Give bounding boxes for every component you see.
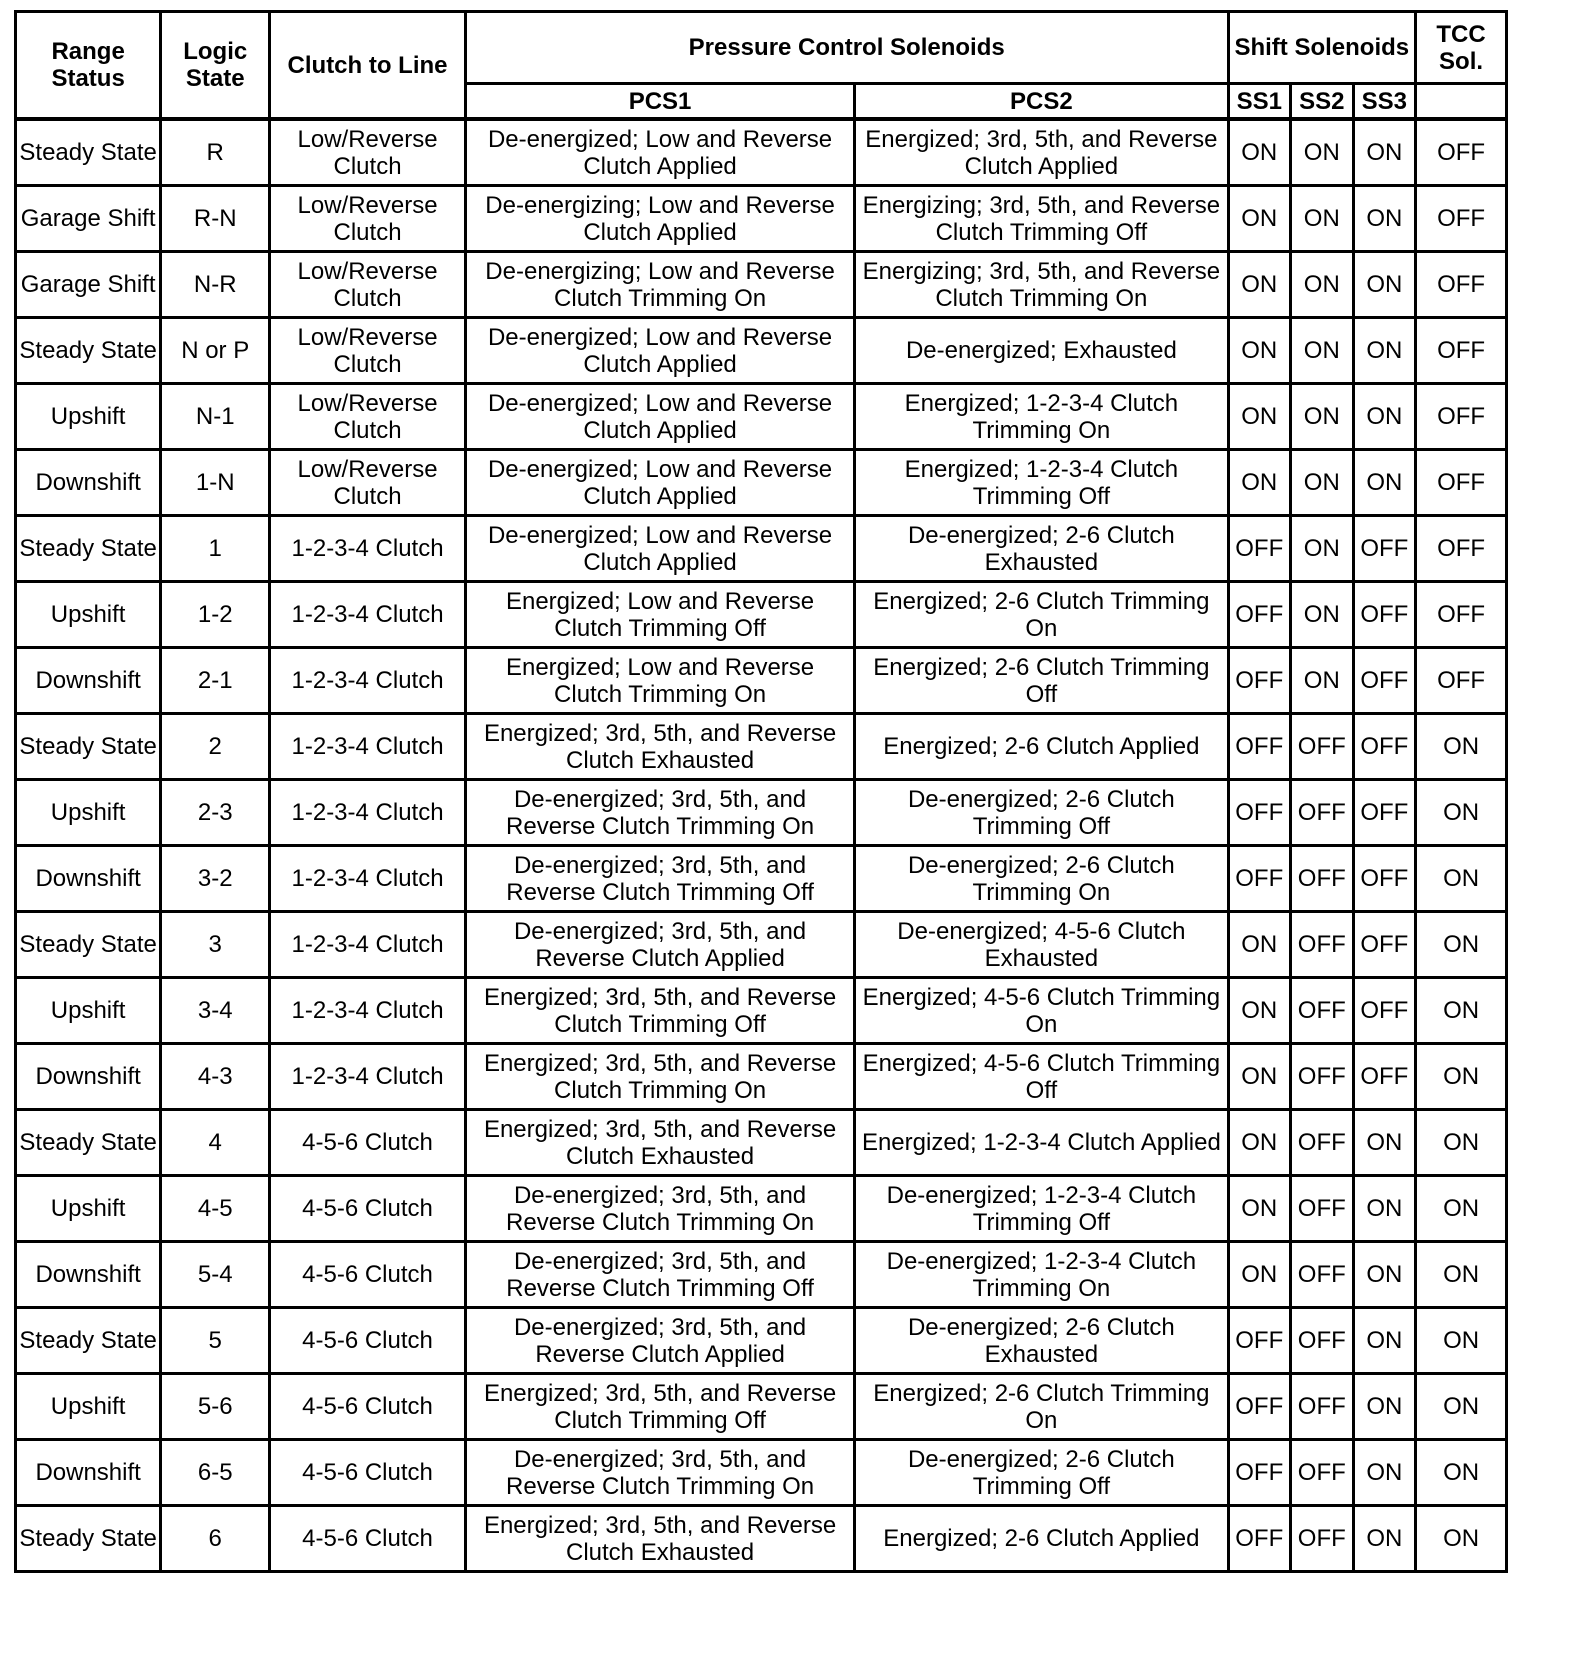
cell-pcs1: De-energized; 3rd, 5th, and Reverse Clutch Trimming On — [465, 1176, 854, 1242]
cell-pcs2: Energized; 4-5-6 Clutch Trimming Off — [855, 1044, 1228, 1110]
table-row — [16, 582, 1507, 648]
cell-ss1: ON — [1228, 1110, 1291, 1176]
cell-logic-state: N-1 — [161, 384, 270, 450]
cell-ss2: ON — [1291, 582, 1354, 648]
cell-clutch-to-line: Low/Reverse Clutch — [270, 384, 466, 450]
cell-ss3: OFF — [1353, 780, 1416, 846]
cell-ss3: ON — [1353, 1308, 1416, 1374]
cell-clutch-to-line: Low/Reverse Clutch — [270, 450, 466, 516]
cell-ss2: OFF — [1291, 1176, 1354, 1242]
cell-logic-state: 1-N — [161, 450, 270, 516]
cell-tcc-sol: OFF — [1416, 252, 1507, 318]
table-row — [16, 1242, 1507, 1308]
cell-pcs2: Energized; 2-6 Clutch Trimming Off — [855, 648, 1228, 714]
cell-pcs2: Energized; 2-6 Clutch Applied — [855, 1506, 1228, 1572]
cell-ss3: ON — [1353, 1506, 1416, 1572]
cell-clutch-to-line: 4-5-6 Clutch — [270, 1242, 466, 1308]
cell-ss3: OFF — [1353, 912, 1416, 978]
cell-ss1: ON — [1228, 450, 1291, 516]
cell-pcs1: Energized; 3rd, 5th, and Reverse Clutch Exhausted — [465, 1506, 854, 1572]
cell-tcc-sol: OFF — [1416, 450, 1507, 516]
cell-range-status: Steady State — [16, 912, 161, 978]
cell-ss1: ON — [1228, 912, 1291, 978]
cell-pcs2: Energized; 3rd, 5th, and Reverse Clutch Applied — [855, 119, 1228, 186]
cell-ss3: ON — [1353, 450, 1416, 516]
cell-tcc-sol: ON — [1416, 1506, 1507, 1572]
table-row — [16, 450, 1507, 516]
cell-ss1: OFF — [1228, 516, 1291, 582]
cell-ss3: OFF — [1353, 648, 1416, 714]
cell-pcs1: Energized; 3rd, 5th, and Reverse Clutch Trimming Off — [465, 978, 854, 1044]
cell-pcs1: De-energized; 3rd, 5th, and Reverse Clutch Trimming Off — [465, 846, 854, 912]
cell-pcs2: De-energized; 2-6 Clutch Exhausted — [855, 516, 1228, 582]
header-tcc-blank — [1416, 84, 1507, 120]
cell-ss1: OFF — [1228, 780, 1291, 846]
table-row — [16, 1044, 1507, 1110]
cell-ss1: ON — [1228, 119, 1291, 186]
cell-ss2: OFF — [1291, 1308, 1354, 1374]
cell-ss3: ON — [1353, 384, 1416, 450]
cell-ss2: OFF — [1291, 714, 1354, 780]
cell-range-status: Upshift — [16, 1176, 161, 1242]
cell-range-status: Steady State — [16, 1110, 161, 1176]
cell-ss2: OFF — [1291, 912, 1354, 978]
cell-tcc-sol: ON — [1416, 780, 1507, 846]
cell-clutch-to-line: 1-2-3-4 Clutch — [270, 780, 466, 846]
cell-ss2: ON — [1291, 384, 1354, 450]
cell-ss1: OFF — [1228, 846, 1291, 912]
cell-ss2: OFF — [1291, 780, 1354, 846]
cell-pcs2: De-energized; Exhausted — [855, 318, 1228, 384]
cell-clutch-to-line: 1-2-3-4 Clutch — [270, 1044, 466, 1110]
header-row-1 — [16, 12, 1507, 84]
header-shift-solenoids: Shift Solenoids — [1228, 12, 1416, 84]
cell-pcs2: Energized; 2-6 Clutch Applied — [855, 714, 1228, 780]
cell-logic-state: 3-2 — [161, 846, 270, 912]
cell-pcs1: De-energized; 3rd, 5th, and Reverse Clutch Trimming On — [465, 1440, 854, 1506]
cell-pcs1: Energized; Low and Reverse Clutch Trimming Off — [465, 582, 854, 648]
cell-ss3: ON — [1353, 318, 1416, 384]
cell-logic-state: 2-3 — [161, 780, 270, 846]
cell-pcs2: De-energized; 4-5-6 Clutch Exhausted — [855, 912, 1228, 978]
cell-range-status: Upshift — [16, 978, 161, 1044]
cell-logic-state: 5 — [161, 1308, 270, 1374]
cell-logic-state: 3 — [161, 912, 270, 978]
cell-range-status: Garage Shift — [16, 186, 161, 252]
cell-logic-state: 1 — [161, 516, 270, 582]
cell-range-status: Upshift — [16, 1374, 161, 1440]
cell-clutch-to-line: 1-2-3-4 Clutch — [270, 582, 466, 648]
cell-tcc-sol: ON — [1416, 846, 1507, 912]
cell-ss1: ON — [1228, 1044, 1291, 1110]
cell-ss2: ON — [1291, 516, 1354, 582]
cell-tcc-sol: OFF — [1416, 119, 1507, 186]
table-row — [16, 119, 1507, 186]
cell-pcs2: De-energized; 1-2-3-4 Clutch Trimming Off — [855, 1176, 1228, 1242]
cell-ss2: ON — [1291, 252, 1354, 318]
header-logic-state: Logic State — [161, 12, 270, 120]
cell-pcs1: Energized; 3rd, 5th, and Reverse Clutch Trimming On — [465, 1044, 854, 1110]
cell-tcc-sol: ON — [1416, 1176, 1507, 1242]
cell-clutch-to-line: 1-2-3-4 Clutch — [270, 978, 466, 1044]
cell-pcs2: Energized; 1-2-3-4 Clutch Trimming Off — [855, 450, 1228, 516]
cell-tcc-sol: ON — [1416, 1044, 1507, 1110]
cell-clutch-to-line: 4-5-6 Clutch — [270, 1440, 466, 1506]
cell-ss2: OFF — [1291, 978, 1354, 1044]
cell-tcc-sol: ON — [1416, 1374, 1507, 1440]
cell-ss1: ON — [1228, 978, 1291, 1044]
cell-ss1: ON — [1228, 318, 1291, 384]
header-ss3: SS3 — [1353, 84, 1416, 120]
header-ss1: SS1 — [1228, 84, 1291, 120]
table-row — [16, 912, 1507, 978]
cell-clutch-to-line: 4-5-6 Clutch — [270, 1308, 466, 1374]
cell-clutch-to-line: 4-5-6 Clutch — [270, 1110, 466, 1176]
cell-pcs2: De-energized; 2-6 Clutch Trimming Off — [855, 780, 1228, 846]
table-row — [16, 1110, 1507, 1176]
cell-clutch-to-line: 4-5-6 Clutch — [270, 1506, 466, 1572]
cell-pcs1: De-energized; Low and Reverse Clutch Applied — [465, 450, 854, 516]
cell-logic-state: 6 — [161, 1506, 270, 1572]
cell-tcc-sol: OFF — [1416, 516, 1507, 582]
cell-ss1: OFF — [1228, 1374, 1291, 1440]
cell-ss3: ON — [1353, 1110, 1416, 1176]
cell-ss3: OFF — [1353, 582, 1416, 648]
cell-pcs2: De-energized; 2-6 Clutch Exhausted — [855, 1308, 1228, 1374]
cell-pcs2: Energized; 4-5-6 Clutch Trimming On — [855, 978, 1228, 1044]
cell-logic-state: 5-4 — [161, 1242, 270, 1308]
cell-pcs2: Energized; 1-2-3-4 Clutch Applied — [855, 1110, 1228, 1176]
cell-pcs1: Energized; 3rd, 5th, and Reverse Clutch Exhausted — [465, 1110, 854, 1176]
cell-pcs2: Energizing; 3rd, 5th, and Reverse Clutch Trimming Off — [855, 186, 1228, 252]
cell-tcc-sol: OFF — [1416, 384, 1507, 450]
cell-ss1: ON — [1228, 186, 1291, 252]
cell-ss1: OFF — [1228, 1308, 1291, 1374]
cell-logic-state: 5-6 — [161, 1374, 270, 1440]
cell-pcs2: Energized; 1-2-3-4 Clutch Trimming On — [855, 384, 1228, 450]
cell-pcs1: Energized; 3rd, 5th, and Reverse Clutch Exhausted — [465, 714, 854, 780]
cell-pcs1: De-energizing; Low and Reverse Clutch Applied — [465, 186, 854, 252]
cell-range-status: Downshift — [16, 1440, 161, 1506]
cell-ss3: OFF — [1353, 1044, 1416, 1110]
cell-tcc-sol: OFF — [1416, 648, 1507, 714]
cell-ss2: OFF — [1291, 846, 1354, 912]
cell-logic-state: 6-5 — [161, 1440, 270, 1506]
cell-clutch-to-line: 1-2-3-4 Clutch — [270, 648, 466, 714]
table-header — [16, 12, 1507, 120]
table-row — [16, 1374, 1507, 1440]
cell-range-status: Steady State — [16, 1506, 161, 1572]
cell-logic-state: 2-1 — [161, 648, 270, 714]
cell-ss3: ON — [1353, 1176, 1416, 1242]
cell-logic-state: 3-4 — [161, 978, 270, 1044]
table-row — [16, 846, 1507, 912]
cell-ss3: ON — [1353, 1440, 1416, 1506]
header-tcc-sol: TCC Sol. — [1416, 12, 1507, 84]
cell-ss2: OFF — [1291, 1110, 1354, 1176]
table-body — [16, 119, 1507, 1572]
header-pressure-control-solenoids: Pressure Control Solenoids — [465, 12, 1228, 84]
cell-logic-state: R — [161, 119, 270, 186]
cell-ss2: ON — [1291, 186, 1354, 252]
cell-logic-state: 4-3 — [161, 1044, 270, 1110]
cell-tcc-sol: OFF — [1416, 318, 1507, 384]
cell-pcs2: Energized; 2-6 Clutch Trimming On — [855, 1374, 1228, 1440]
cell-ss2: ON — [1291, 648, 1354, 714]
cell-ss3: OFF — [1353, 714, 1416, 780]
cell-ss1: OFF — [1228, 648, 1291, 714]
cell-range-status: Steady State — [16, 119, 161, 186]
cell-ss1: OFF — [1228, 582, 1291, 648]
cell-logic-state: 4 — [161, 1110, 270, 1176]
cell-tcc-sol: ON — [1416, 978, 1507, 1044]
cell-ss2: OFF — [1291, 1374, 1354, 1440]
cell-ss1: OFF — [1228, 1440, 1291, 1506]
cell-range-status: Steady State — [16, 714, 161, 780]
header-ss2: SS2 — [1291, 84, 1354, 120]
cell-logic-state: 1-2 — [161, 582, 270, 648]
cell-pcs1: De-energized; 3rd, 5th, and Reverse Clutch Applied — [465, 912, 854, 978]
cell-pcs1: De-energized; 3rd, 5th, and Reverse Clutch Trimming Off — [465, 1242, 854, 1308]
cell-clutch-to-line: 4-5-6 Clutch — [270, 1176, 466, 1242]
cell-pcs1: De-energized; 3rd, 5th, and Reverse Clutch Applied — [465, 1308, 854, 1374]
cell-pcs1: De-energized; Low and Reverse Clutch Applied — [465, 119, 854, 186]
cell-ss2: OFF — [1291, 1506, 1354, 1572]
cell-tcc-sol: ON — [1416, 912, 1507, 978]
header-clutch-to-line: Clutch to Line — [270, 12, 466, 120]
table-row — [16, 1176, 1507, 1242]
cell-clutch-to-line: Low/Reverse Clutch — [270, 252, 466, 318]
cell-logic-state: 2 — [161, 714, 270, 780]
cell-ss1: ON — [1228, 1176, 1291, 1242]
header-pcs1: PCS1 — [465, 84, 854, 120]
cell-clutch-to-line: 4-5-6 Clutch — [270, 1374, 466, 1440]
cell-range-status: Downshift — [16, 846, 161, 912]
cell-range-status: Steady State — [16, 1308, 161, 1374]
cell-tcc-sol: OFF — [1416, 186, 1507, 252]
cell-range-status: Downshift — [16, 648, 161, 714]
cell-pcs1: De-energized; Low and Reverse Clutch Applied — [465, 318, 854, 384]
cell-logic-state: R-N — [161, 186, 270, 252]
cell-ss1: OFF — [1228, 1506, 1291, 1572]
cell-clutch-to-line: Low/Reverse Clutch — [270, 318, 466, 384]
cell-ss2: OFF — [1291, 1242, 1354, 1308]
cell-ss2: ON — [1291, 450, 1354, 516]
header-range-status: Range Status — [16, 12, 161, 120]
cell-pcs2: De-energized; 2-6 Clutch Trimming On — [855, 846, 1228, 912]
cell-ss3: ON — [1353, 186, 1416, 252]
table-row — [16, 252, 1507, 318]
cell-range-status: Upshift — [16, 780, 161, 846]
cell-ss1: ON — [1228, 252, 1291, 318]
cell-tcc-sol: ON — [1416, 714, 1507, 780]
cell-pcs1: De-energized; Low and Reverse Clutch Applied — [465, 384, 854, 450]
cell-clutch-to-line: 1-2-3-4 Clutch — [270, 516, 466, 582]
cell-range-status: Downshift — [16, 450, 161, 516]
cell-pcs2: De-energized; 2-6 Clutch Trimming Off — [855, 1440, 1228, 1506]
cell-range-status: Steady State — [16, 318, 161, 384]
cell-ss3: ON — [1353, 252, 1416, 318]
cell-clutch-to-line: Low/Reverse Clutch — [270, 186, 466, 252]
cell-pcs2: Energized; 2-6 Clutch Trimming On — [855, 582, 1228, 648]
cell-clutch-to-line: 1-2-3-4 Clutch — [270, 714, 466, 780]
header-pcs2: PCS2 — [855, 84, 1228, 120]
cell-range-status: Downshift — [16, 1242, 161, 1308]
cell-ss3: OFF — [1353, 978, 1416, 1044]
cell-range-status: Upshift — [16, 582, 161, 648]
cell-pcs1: De-energizing; Low and Reverse Clutch Trimming On — [465, 252, 854, 318]
cell-range-status: Steady State — [16, 516, 161, 582]
cell-clutch-to-line: Low/Reverse Clutch — [270, 119, 466, 186]
cell-tcc-sol: ON — [1416, 1308, 1507, 1374]
cell-pcs1: Energized; 3rd, 5th, and Reverse Clutch Trimming Off — [465, 1374, 854, 1440]
cell-range-status: Garage Shift — [16, 252, 161, 318]
cell-ss2: OFF — [1291, 1044, 1354, 1110]
cell-ss3: ON — [1353, 119, 1416, 186]
cell-tcc-sol: OFF — [1416, 582, 1507, 648]
cell-clutch-to-line: 1-2-3-4 Clutch — [270, 846, 466, 912]
cell-logic-state: N-R — [161, 252, 270, 318]
table-row — [16, 648, 1507, 714]
table-row — [16, 780, 1507, 846]
cell-ss3: ON — [1353, 1374, 1416, 1440]
cell-ss3: ON — [1353, 1242, 1416, 1308]
solenoid-logic-table — [14, 10, 1508, 1573]
cell-ss1: OFF — [1228, 714, 1291, 780]
table-row — [16, 516, 1507, 582]
table-row — [16, 1308, 1507, 1374]
cell-range-status: Downshift — [16, 1044, 161, 1110]
cell-tcc-sol: ON — [1416, 1440, 1507, 1506]
table-row — [16, 186, 1507, 252]
cell-pcs1: Energized; Low and Reverse Clutch Trimming On — [465, 648, 854, 714]
table-row — [16, 318, 1507, 384]
cell-tcc-sol: ON — [1416, 1110, 1507, 1176]
table-row — [16, 1440, 1507, 1506]
cell-logic-state: N or P — [161, 318, 270, 384]
cell-pcs2: Energizing; 3rd, 5th, and Reverse Clutch Trimming On — [855, 252, 1228, 318]
cell-logic-state: 4-5 — [161, 1176, 270, 1242]
cell-range-status: Upshift — [16, 384, 161, 450]
cell-ss1: ON — [1228, 384, 1291, 450]
table-row — [16, 978, 1507, 1044]
cell-pcs1: De-energized; Low and Reverse Clutch Applied — [465, 516, 854, 582]
table-row — [16, 384, 1507, 450]
cell-ss2: OFF — [1291, 1440, 1354, 1506]
table-row — [16, 1506, 1507, 1572]
cell-ss2: ON — [1291, 119, 1354, 186]
cell-tcc-sol: ON — [1416, 1242, 1507, 1308]
cell-ss2: ON — [1291, 318, 1354, 384]
cell-ss3: OFF — [1353, 516, 1416, 582]
cell-clutch-to-line: 1-2-3-4 Clutch — [270, 912, 466, 978]
table-row — [16, 714, 1507, 780]
cell-ss1: ON — [1228, 1242, 1291, 1308]
cell-pcs2: De-energized; 1-2-3-4 Clutch Trimming On — [855, 1242, 1228, 1308]
cell-ss3: OFF — [1353, 846, 1416, 912]
cell-pcs1: De-energized; 3rd, 5th, and Reverse Clutch Trimming On — [465, 780, 854, 846]
